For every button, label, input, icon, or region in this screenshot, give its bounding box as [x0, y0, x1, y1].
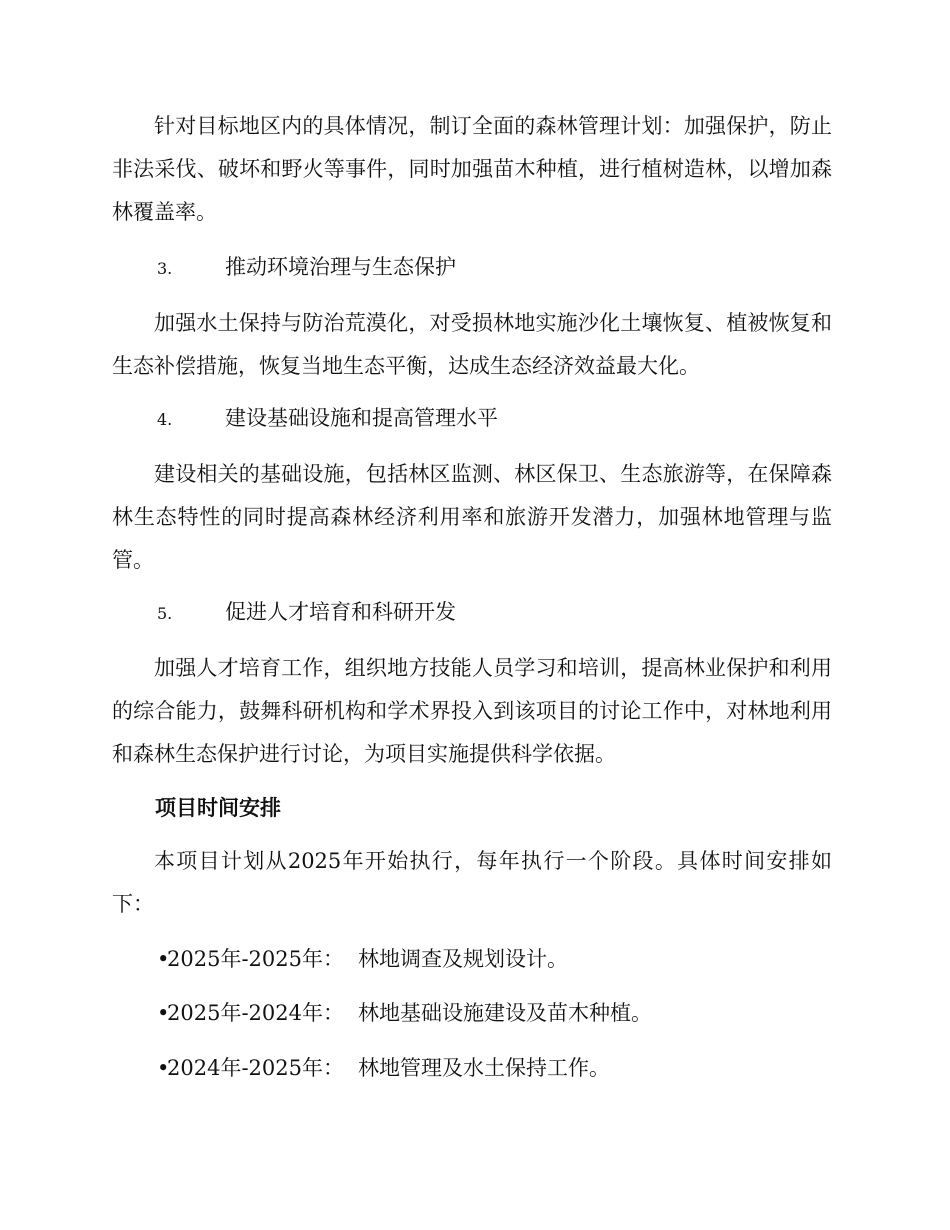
item-number: 3. — [157, 259, 173, 278]
bullet-icon: • — [157, 1001, 170, 1025]
schedule-item — [157, 944, 568, 974]
paragraph-talent: 加强人才培育工作，组织地方技能人员学习和培训，提高林业保护和利用的综合能力，鼓舞科研机构和学术界投入到该项目的讨论工作中，对林地利用和森林生态保护进行讨论，为项目实施提供科学依据。 — [112, 656, 832, 766]
item-number: 4. — [157, 410, 173, 429]
schedule-period: 2025年-2024年： — [167, 1001, 344, 1025]
schedule-period: 2024年-2025年： — [167, 1056, 344, 1080]
schedule-period: 2025年-2025年： — [167, 947, 344, 971]
schedule-task: 林地管理及水土保持工作。 — [357, 1056, 610, 1080]
numbered-item-5 — [157, 597, 456, 629]
bullet-icon: • — [157, 1056, 170, 1080]
numbered-item-4 — [157, 403, 498, 435]
item-title: 建设基础设施和提高管理水平 — [225, 406, 498, 430]
paragraph-forest-management: 针对目标地区内的具体情况，制订全面的森林管理计划：加强保护，防止非法采伐、破坏和野火等事件，同时加强苗木种植，进行植树造林，以增加森林覆盖率。 — [112, 114, 832, 224]
item-title: 推动环境治理与生态保护 — [225, 255, 456, 279]
item-title: 促进人才培育和科研开发 — [225, 600, 456, 624]
paragraph-schedule-intro: 本项目计划从2025年开始执行，每年执行一个阶段。具体时间安排如下： — [112, 849, 832, 916]
numbered-item-3 — [157, 252, 456, 284]
bullet-icon: • — [157, 947, 170, 971]
schedule-item — [157, 1053, 610, 1083]
schedule-task: 林地基础设施建设及苗木种植。 — [357, 1001, 652, 1025]
schedule-item — [157, 998, 652, 1028]
paragraph-environment: 加强水土保持与防治荒漠化，对受损林地实施沙化土壤恢复、植被恢复和生态补偿措施，恢复当地生态平衡，达成生态经济效益最大化。 — [112, 311, 832, 378]
schedule-task: 林地调查及规划设计。 — [357, 947, 568, 971]
paragraph-infrastructure: 建设相关的基础设施，包括林区监测、林区保卫、生态旅游等，在保障森林生态特性的同时提高森林经济利用率和旅游开发潜力，加强林地管理与监管。 — [112, 462, 832, 572]
section-heading: 项目时间安排 — [155, 796, 281, 820]
item-number: 5. — [157, 604, 173, 623]
